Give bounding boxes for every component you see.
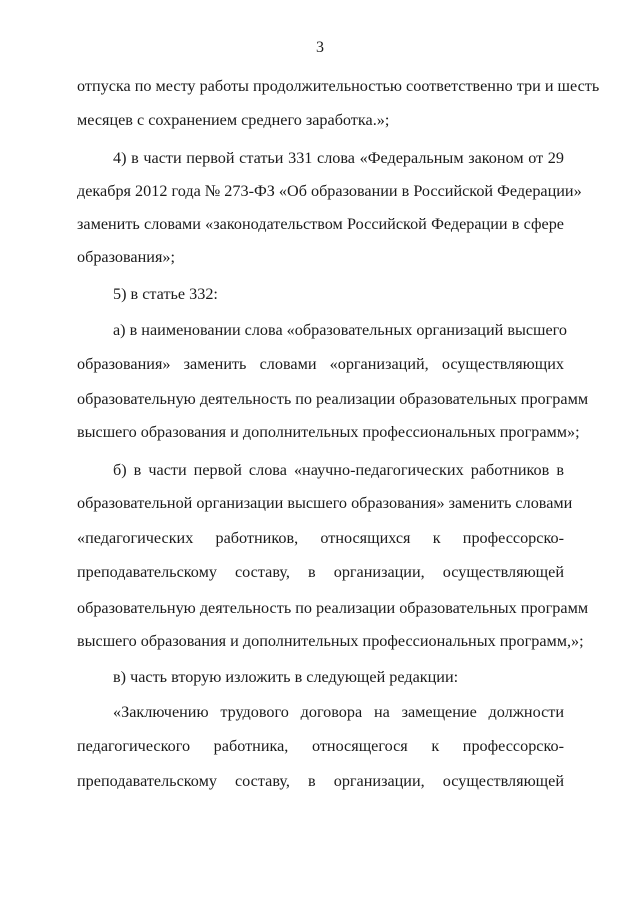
text-line: а) в наименовании слова «образовательных организаций высшего — [113, 321, 567, 339]
text-line: педагогического работника, относящегося к профессорско- — [77, 737, 564, 755]
text-line: в) часть вторую изложить в следующей редакции: — [113, 668, 459, 686]
text-line: образования»; — [77, 248, 175, 266]
text-line: высшего образования и дополнительных профессиональных программ»; — [77, 423, 580, 441]
text-line: преподавательскому составу, в организации, осуществляющей — [77, 772, 564, 790]
text-line: б) в части первой слова «научно-педагогических работников в — [113, 461, 564, 479]
page-number: 3 — [316, 39, 324, 56]
text-line: 4) в части первой статьи 331 слова «Федеральным законом от 29 — [113, 149, 564, 167]
text-line: месяцев с сохранением среднего заработка.»; — [77, 111, 390, 129]
text-line: образовательную деятельность по реализации образовательных программ — [77, 390, 589, 408]
text-line: «педагогических работников, относящихся к профессорско- — [77, 529, 564, 547]
text-line: образования» заменить словами «организаций, осуществляющих — [77, 355, 564, 373]
text-line: образовательную деятельность по реализации образовательных программ — [77, 599, 589, 617]
text-line: заменить словами «законодательством Российской Федерации в сфере — [77, 215, 564, 233]
text-line: образовательной организации высшего образования» заменить словами — [77, 494, 573, 512]
text-line: «Заключению трудового договора на замещение должности — [113, 703, 564, 721]
text-line: высшего образования и дополнительных профессиональных программ,»; — [77, 632, 584, 650]
text-line: 5) в статье 332: — [113, 285, 218, 303]
text-line: декабря 2012 года № 273-ФЗ «Об образовании в Российской Федерации» — [77, 182, 582, 200]
text-line: преподавательскому составу, в организации, осуществляющей — [77, 563, 564, 581]
text-line: отпуска по месту работы продолжительностью соответственно три и шесть — [77, 77, 600, 95]
